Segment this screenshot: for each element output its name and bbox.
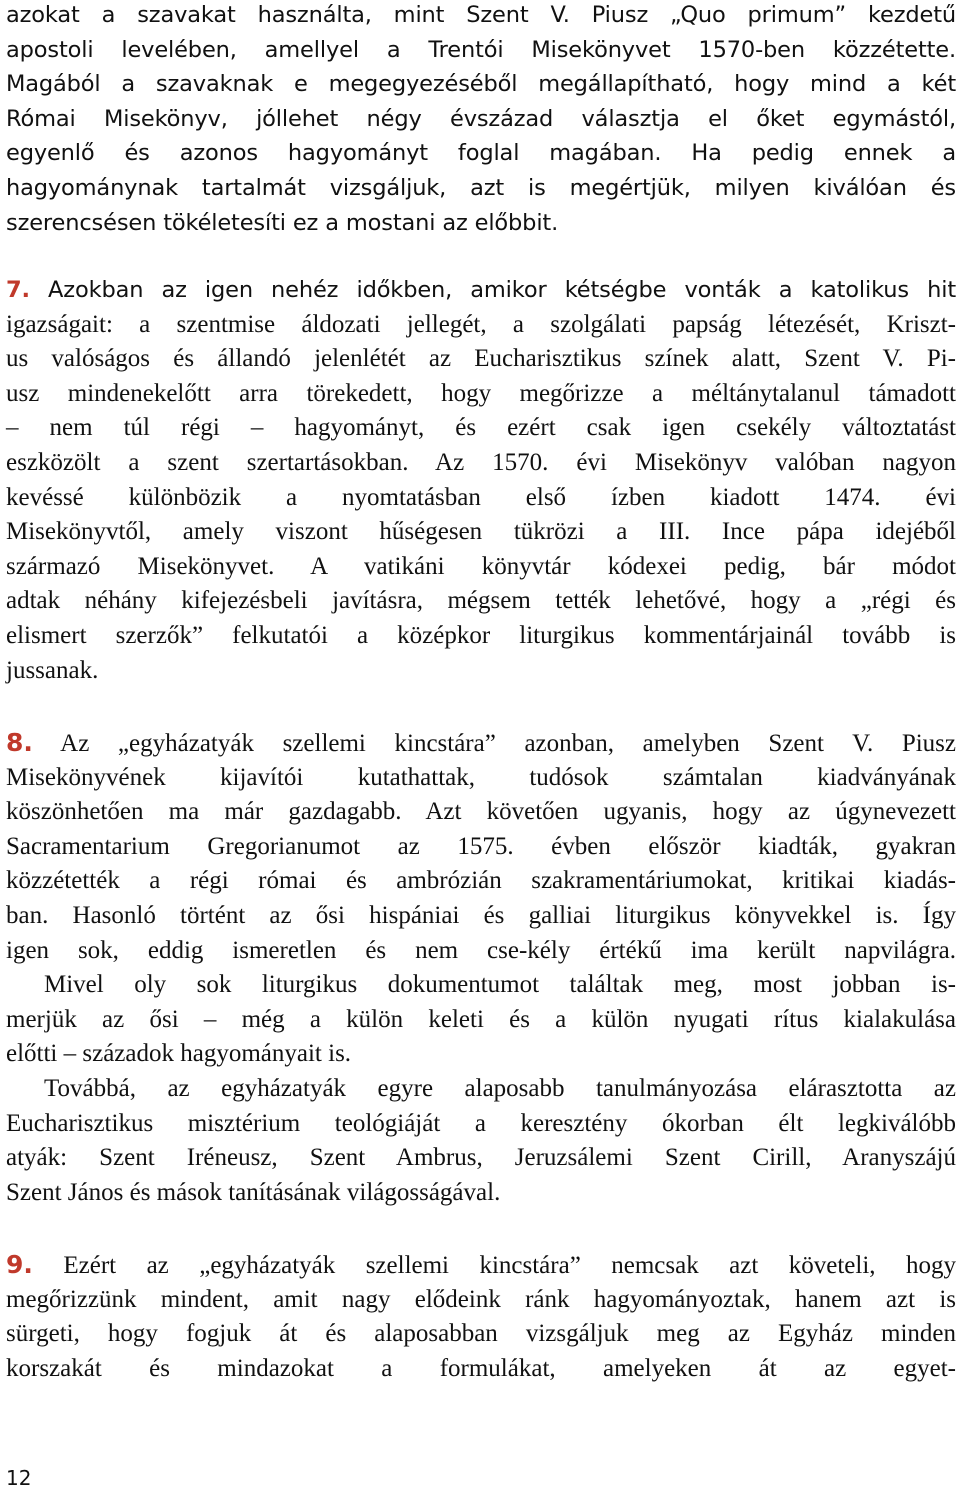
text-line: Mivel oly sok liturgikus dokumentumot találtak meg, most jobban is- bbox=[44, 971, 956, 998]
text-line: Azokban az igen nehéz időkben, amikor kétségbe vonták a katolikus hit bbox=[48, 277, 956, 303]
text-line: igazságait: a szentmise áldozati jellegét, a szolgálati papság létezését, Kriszt- bbox=[6, 310, 956, 338]
text-line: Eucharisztikus misztérium teológiáját a keresztény ókorban élt legkiválóbb bbox=[6, 1109, 956, 1137]
text-line: Magából a szavaknak e megegyezéséből megállapítható, hogy mind a két bbox=[6, 71, 956, 98]
text-line: közzétették a régi római és ambrózián szakramentáriumokat, kritikai kiadás- bbox=[6, 867, 956, 895]
text-line-first bbox=[6, 273, 956, 308]
text-line: adtak néhány kifejezésbeli javításra, mégsem tették lehetővé, hogy a „régi és bbox=[6, 587, 956, 615]
text-line: ban. Hasonló történt az ősi hispániai és galliai liturgikus könyvekkel is. Így bbox=[6, 901, 956, 929]
text-line: Misekönyvtől, amely viszont hűségesen tükrözi a III. Ince pápa idejéből bbox=[6, 518, 956, 546]
text-line: Továbbá, az egyházatyák egyre alaposabb tanulmányozása elárasztotta az bbox=[44, 1075, 956, 1102]
text-line: atyák: Szent Iréneusz, Szent Ambrus, Jeruzsálemi Szent Cirill, Aranyszájú bbox=[6, 1144, 956, 1172]
text-line: elismert szerzők” felkutatói a középkor liturgikus kommentárjainál tovább is bbox=[6, 621, 956, 649]
text-line: us valóságos és állandó jelenlétét az Eucharisztikus színek alatt, Szent V. Pi- bbox=[6, 345, 956, 373]
page-number: 12 bbox=[6, 1466, 32, 1490]
text-line: apostoli levelében, amellyel a Trentói Misekönyvet 1570-ben közzétette. bbox=[6, 36, 956, 63]
paragraph-continuation bbox=[6, 0, 956, 240]
text-line: merjük az ősi – még a külön keleti és a külön nyugati rítus kialakulása bbox=[6, 1005, 956, 1033]
text-line-first bbox=[6, 1248, 956, 1283]
paragraph-church-fathers bbox=[6, 1072, 956, 1210]
text-line: Ezért az „egyházatyák szellemi kincstára” nemcsak azt követeli, hogy bbox=[63, 1252, 957, 1279]
text-line: usz mindenekelőtt arra törekedett, hogy megőrizze a méltánytalanul támadott bbox=[6, 379, 956, 407]
text-line: egyenlő és azonos hagyományt foglal magában. Ha pedig ennek a bbox=[6, 140, 956, 167]
text-line: jussanak. bbox=[6, 656, 99, 684]
section-number: 9. bbox=[6, 1250, 33, 1279]
text-line: Sacramentarium Gregorianumot az 1575. évben először kiadták, gyakran bbox=[6, 832, 956, 860]
text-line: Misekönyvének kijavítói kutathattak, tudósok számtalan kiadványának bbox=[6, 763, 956, 791]
text-line: Római Misekönyv, jóllehet négy évszázad választja el őket egymástól, bbox=[6, 105, 956, 132]
text-line: – nem túl régi – hagyományt, és ezért csak igen csekély változtatást bbox=[6, 414, 956, 442]
section-7 bbox=[6, 273, 956, 688]
text-line: származó Misekönyvet. A vatikáni könyvtár kódexei pedig, bár módot bbox=[6, 552, 956, 580]
text-line: kevéssé különbözik a nyomtatásban első ízben kiadott 1474. évi bbox=[6, 483, 956, 511]
text-line: Szent János és mások tanításának világosságával. bbox=[6, 1178, 501, 1206]
text-line: sürgeti, hogy fogjuk át és alaposabban vizsgáljuk meg az Egyház minden bbox=[6, 1320, 956, 1348]
text-line: igen sok, eddig ismeretlen és nem cse-kély értékű ima került napvilágra. bbox=[6, 936, 956, 964]
text-line: előtti – századok hagyományait is. bbox=[6, 1040, 352, 1068]
text-line: hagyománynak tartalmát vizsgáljuk, azt is megértjük, milyen kiválóan és bbox=[6, 174, 956, 201]
section-8 bbox=[6, 726, 956, 968]
section-number: 7. bbox=[6, 277, 30, 303]
text-line: korszakát és mindazokat a formulákat, amelyeken át az egyet- bbox=[6, 1354, 956, 1382]
section-9 bbox=[6, 1248, 956, 1386]
section-number: 8. bbox=[6, 728, 33, 757]
text-line: eszközölt a szent szertartásokban. Az 1570. évi Misekönyv valóban nagyon bbox=[6, 448, 956, 476]
text-line-first bbox=[6, 726, 956, 761]
text-line: azokat a szavakat használta, mint Szent V. Piusz „Quo primum” kezdetű bbox=[6, 2, 956, 28]
paragraph-liturgical-documents bbox=[6, 968, 956, 1072]
text-line: szerencsésen tökéletesíti ez a mostani az előbbit. bbox=[6, 209, 559, 236]
text-line: köszönhetően ma már gazdagabb. Azt követően ugyanis, hogy az úgynevezett bbox=[6, 798, 956, 826]
text-line: megőrizzünk mindent, amit nagy elődeink ránk hagyományoztak, hanem azt is bbox=[6, 1285, 956, 1313]
text-line: Az „egyházatyák szellemi kincstára” azonban, amelyben Szent V. Piusz bbox=[60, 730, 956, 757]
